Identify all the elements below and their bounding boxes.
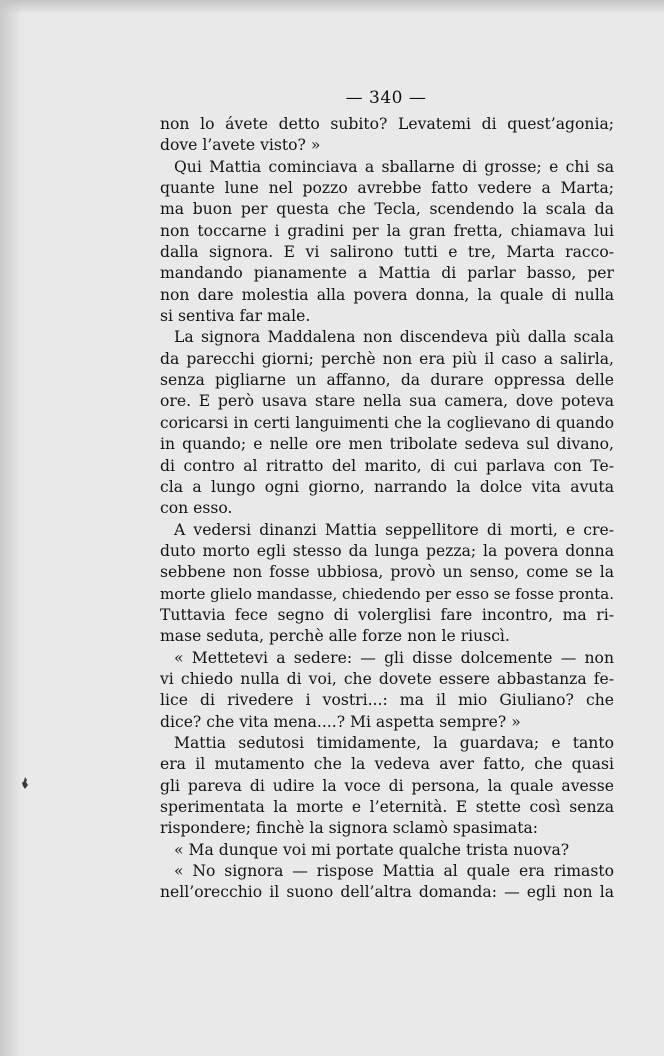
text-line: in quando; e nelle ore men tribolate sedeva sul divano, (160, 435, 614, 454)
text-line: con esso. (160, 499, 233, 518)
text-line: non lo ávete detto subito? Levatemi di quest’agonia; (160, 115, 614, 133)
ink-speck-icon (20, 776, 30, 790)
text-line: gli pareva di udire la voce di persona, la quale avesse (160, 776, 614, 795)
text-line: A vedersi dinanzi Mattia seppellitore di morti, e cre- (174, 520, 614, 539)
text-line: di contro al ritratto del marito, di cui parlava con Te- (160, 456, 614, 475)
text-line: senza pigliarne un affanno, da durare oppressa delle (160, 371, 614, 390)
text-line: « Mettetevi a sedere: — gli disse dolcemente — non (174, 648, 614, 667)
text-line: nell’orecchio il suono dell’altra domanda: — egli non la (160, 883, 614, 902)
text-line: duto morto egli stesso da lunga pezza; la povera donna (160, 541, 614, 560)
text-line: coricarsi in certi languimenti che la coglievano di quando (160, 413, 614, 432)
text-line: ore. E però usava stare nella sua camera, dove poteva (160, 392, 614, 411)
text-line: « Ma dunque voi mi portate qualche trista nuova? (174, 840, 570, 859)
text-line: si sentiva far male. (160, 307, 311, 326)
text-line: La signora Maddalena non discendeva più dalla scala (174, 328, 614, 347)
text-line: sebbene non fosse ubbiosa, provò un senso, come se la (160, 563, 614, 582)
text-line: non dare molestia alla povera donna, la quale di nulla (160, 285, 614, 304)
page-number: — 340 — (345, 88, 427, 108)
text-line: quante lune nel pozzo avrebbe fatto vedere a Marta; (160, 179, 614, 198)
text-line: ma buon per questa che Tecla, scendendo la scala da (160, 200, 614, 219)
text-line: Tuttavia fece segno di volerglisi fare incontro, ma ri- (160, 605, 614, 624)
text-line: vi chiedo nulla di voi, che dovete essere abbastanza fe- (160, 669, 614, 688)
text-line: da parecchi giorni; perchè non era più il caso a salirla, (160, 349, 614, 368)
page-edge-shadow-top (0, 0, 664, 14)
text-line: « No signora — rispose Mattia al quale era rimasto (174, 862, 614, 881)
text-line: rispondere; finchè la signora sclamò spasimata: (160, 819, 539, 838)
text-line: Qui Mattia cominciava a sballarne di grosse; e chi sa (174, 157, 614, 176)
text-line: lice di rivedere i vostri...: ma il mio Giuliano? che (160, 691, 614, 710)
text-line: dove l’avete visto? » (160, 136, 321, 155)
page-edge-shadow-left (0, 0, 22, 1056)
ink-speck-mark (20, 776, 30, 790)
text-line: era il mutamento che la vedeva aver fatto, che quasi (160, 755, 614, 774)
text-line: dalla signora. E vi salirono tutti e tre, Marta racco- (160, 243, 614, 262)
text-line: sperimentata la morte e l’eternità. E stette così senza (160, 798, 614, 816)
text-line: cla a lungo ogni giorno, narrando la dolce vita avuta (160, 477, 614, 496)
text-line: non toccarne i gradini per la gran fretta, chiamava lui (160, 221, 614, 240)
text-line: mase seduta, perchè alle forze non le riuscì. (160, 627, 510, 646)
body-text (160, 114, 614, 904)
text-line: mandando pianamente a Mattia di parlar basso, per (160, 264, 614, 283)
text-line: morte glielo mandasse, chiedendo per esso se fosse pronta. (160, 584, 614, 603)
text-line: dice? che vita mena....? Mi aspetta sempre? » (160, 712, 521, 731)
text-line: Mattia sedutosi timidamente, la guardava; e tanto (174, 733, 614, 752)
